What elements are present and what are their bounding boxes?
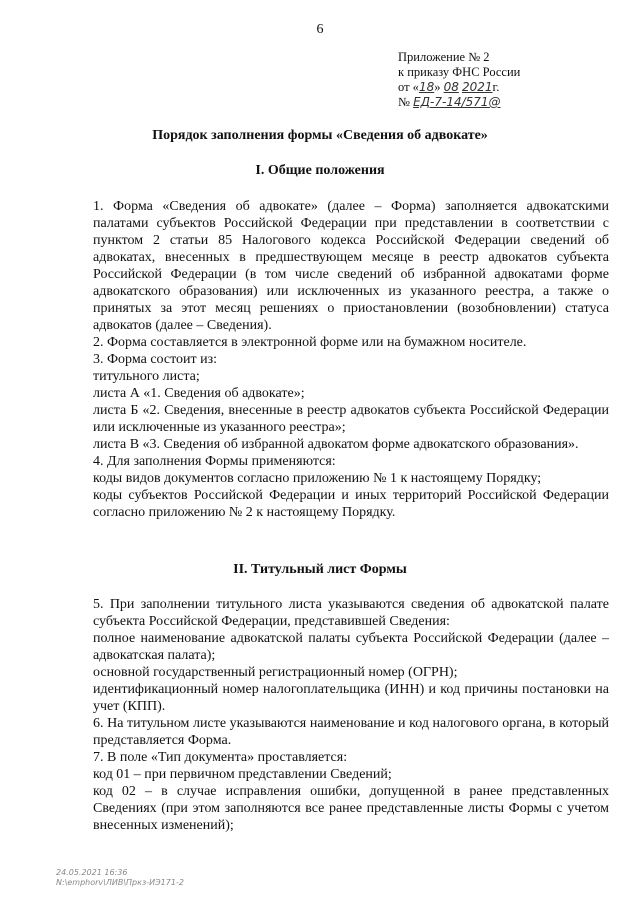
footer-line2: N:\emphorv\ЛИВ\Пркз-ИЭ171-2 xyxy=(56,878,184,887)
para-18: код 02 – в случае исправления ошибки, допущенной в ранее представленных Сведениях (при этом заполняются все ранее представленные листы Формы с учетом внесенных изменений); xyxy=(93,784,609,833)
appendix-block xyxy=(398,50,520,110)
para-14: идентификационный номер налогоплательщика (ИНН) и код причины постановки на учет (КПП). xyxy=(93,682,609,714)
appendix-number-value: ЕД-7-14/571@ xyxy=(413,95,501,109)
para-4: титульного листа; xyxy=(93,369,200,384)
appendix-number: № ЕД-7-14/571@ xyxy=(398,95,501,109)
footer-stamp xyxy=(56,868,184,888)
para-12: полное наименование адвокатской палаты субъекта Российской Федерации (далее – адвокатская палата); xyxy=(93,631,609,663)
para-11: 5. При заполнении титульного листа указываются сведения об адвокатской палате субъекта Российской Федерации, представившей Сведения: xyxy=(93,597,609,629)
para-15: 6. На титульном листе указываются наименование и код налогового органа, в который представляется Форма. xyxy=(93,716,609,748)
para-2: 2. Форма составляется в электронной форме или на бумажном носителе. xyxy=(93,335,527,350)
page-number: 6 xyxy=(316,22,324,37)
para-9: коды видов документов согласно приложению № 1 к настоящему Порядку; xyxy=(93,471,542,486)
para-17: код 01 – при первичном представлении Сведений; xyxy=(93,767,392,782)
section1-body xyxy=(93,198,609,521)
appendix-day: 18 xyxy=(418,80,435,94)
para-7: листа В «3. Сведения об избранной адвокатом форме адвокатского образования». xyxy=(93,437,579,452)
appendix-date: от «18» 08 2021г. xyxy=(398,80,500,94)
para-5: листа А «1. Сведения об адвокате»; xyxy=(93,386,305,401)
para-13: основной государственный регистрационный номер (ОГРН); xyxy=(93,665,458,680)
para-16: 7. В поле «Тип документа» проставляется: xyxy=(93,750,348,765)
para-1: 1. Форма «Сведения об адвокате» (далее – Форма) заполняется адвокатскими палатами субъектов Российской Федерации при представлении в соответствии с пунктом 2 статьи 85 Налогового кодекса Российской Федерации сведений об адвокатах, внесенных в предшествующем месяце в реестр адвокатов субъекта Российской Федерации (в том числе сведений об избранной адвокатами форме адвокатского образования) или исключенных из указанного реестра, а также о принятых за этот месяц решениях о приостановлении (возобновлении) статуса адвокатов (далее – Сведения). xyxy=(93,199,609,333)
para-3: 3. Форма состоит из: xyxy=(93,352,218,367)
section2-body xyxy=(93,596,609,834)
appendix-month: 08 xyxy=(443,80,459,94)
para-6: листа Б «2. Сведения, внесенные в реестр адвокатов субъекта Российской Федерации или исключенные из указанного реестра»; xyxy=(93,403,609,435)
para-8: 4. Для заполнения Формы применяются: xyxy=(93,454,336,469)
footer-line1: 24.05.2021 16:36 xyxy=(56,868,128,877)
document-title: Порядок заполнения формы «Сведения об адвокате» xyxy=(152,128,488,143)
para-10: коды субъектов Российской Федерации и иных территорий Российской Федерации согласно приложению № 2 к настоящему Порядку. xyxy=(93,488,609,520)
appendix-line1: Приложение № 2 xyxy=(398,50,490,64)
appendix-line2: к приказу ФНС России xyxy=(398,65,521,79)
section2-heading: II. Титульный лист Формы xyxy=(233,562,407,577)
section1-heading: I. Общие положения xyxy=(255,163,385,178)
appendix-year: 2021 xyxy=(462,80,493,94)
